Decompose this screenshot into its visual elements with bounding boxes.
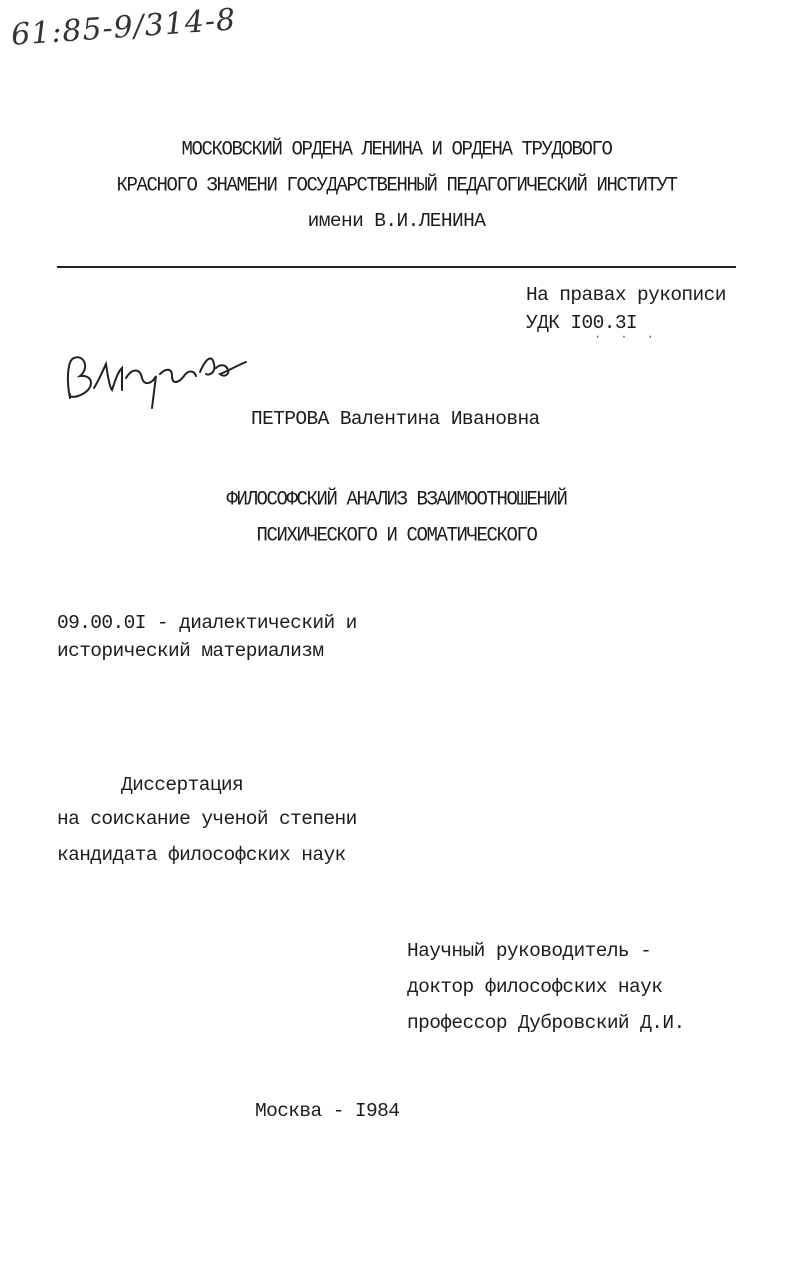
degree-line-1: Диссертация — [121, 774, 244, 796]
institution-line-1: МОСКОВСКИЙ ОРДЕНА ЛЕНИНА И ОРДЕНА ТРУДОВОГО — [181, 137, 612, 161]
institution-line-2: КРАСНОГО ЗНАМЕНИ ГОСУДАРСТВЕННЫЙ ПЕДАГОГИЧЕСКИЙ ИНСТИТУТ — [116, 173, 677, 197]
specialty-code-line-1: 09.00.0I - диалектический и — [57, 612, 357, 634]
udc-code: УДК I00.3I — [526, 312, 638, 334]
supervisor-line-1: Научный руководитель - — [407, 940, 652, 962]
degree-line-2: на соискание ученой степени — [57, 808, 357, 830]
dissertation-title-line-1: ФИЛОСОФСКИЙ АНАЛИЗ ВЗАИМООТНОШЕНИЙ — [226, 487, 567, 511]
degree-line-3: кандидата философских наук — [57, 844, 346, 866]
decorative-dots: · · · — [594, 330, 661, 344]
dissertation-title-line-2: ПСИХИЧЕСКОГО И СОМАТИЧЕСКОГО — [256, 523, 537, 547]
specialty-code-line-2: исторический материализм — [57, 640, 324, 662]
institution-line-3: имени В.И.ЛЕНИНА — [307, 210, 486, 232]
author-signature — [60, 338, 260, 418]
author-name: ПЕТРОВА Валентина Ивановна — [251, 408, 540, 430]
place-and-year: Москва - I984 — [255, 1100, 400, 1122]
manuscript-rights: На правах рукописи — [526, 284, 726, 306]
supervisor-line-2: доктор философских наук — [407, 976, 663, 998]
supervisor-line-3: профессор Дубровский Д.И. — [407, 1012, 685, 1034]
archive-number-mark: 61:85-9/314-8 — [10, 2, 238, 53]
header-divider — [57, 266, 736, 268]
